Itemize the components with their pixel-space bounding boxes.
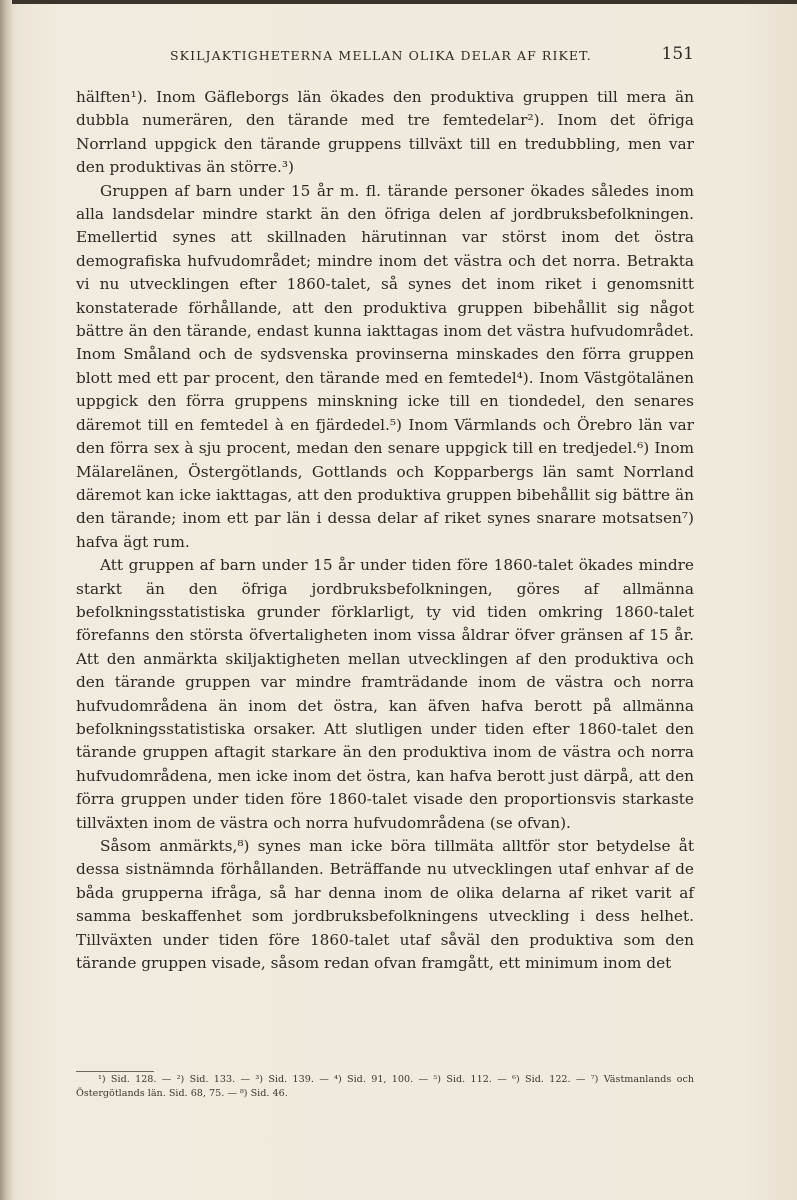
running-title: SKILJAKTIGHETERNA MELLAN OLIKA DELAR AF RIKET. [170,48,592,63]
footnote-divider [76,1071,154,1072]
paragraph: Att gruppen af barn under 15 år under tiden före 1860-talet ökades mindre starkt än den öfriga jordbruksbefolkningen, göres af allmänna befolkningsstatistiska grunder förklarligt, ty vid tiden omkring 1860-talet förefanns den största öfvertaligheten inom vissa åldrar öfver gränsen af 15 år. Att den anmärkta skiljaktigheten mellan utvecklingen af den produktiva och den tärande gruppen var mindre framträdande inom de västra och norra hufvudområdena än inom det östra, kan äfven hafva berott på allmänna befolkningsstatistiska orsaker. Att slutligen under tiden efter 1860-talet den tärande gruppen aftagit starkare än den produktiva inom de västra och norra hufvudområdena, men icke inom det östra, kan hafva berott just därpå, att den förra gruppen under tiden före 1860-talet visade den proportionsvis starkaste tillväxten inom de västra och norra hufvudområdena (se ofvan). [76,556,694,832]
paragraph: Såsom anmärkts,⁸) synes man icke böra tillmäta alltför stor betydelse åt dessa sistnämnda förhållanden. Beträffande nu utvecklingen utaf enhvar af de båda grupperna ifråga, så har denna inom de olika delarna af riket varit af samma beskaffenhet som jordbruksbefolkningens utveckling i dess helhet. Tillväxten under tiden före 1860-talet utaf såväl den produktiva som den tärande gruppen visade, såsom redan ofvan framgått, ett minimum inom det [76,837,694,973]
footnotes [76,1073,694,1100]
footnote-text: ¹) Sid. 128. — ²) Sid. 133. — ³) Sid. 139. — ⁴) Sid. 91, 100. — ⁵) Sid. 112. — ⁶) Sid. 122. — ⁷) Västmanlands och Östergötlands län. Sid. 68, 75. — ⁸) Sid. 46. [76,1074,694,1099]
paragraph: Gruppen af barn under 15 år m. fl. tärande personer ökades således inom alla landsdelar mindre starkt än den öfriga delen af jordbruksbefolkningen. Emellertid synes att skillnaden härutinnan var störst inom det östra demografiska hufvudområdet; mindre inom det västra och det norra. Betrakta vi nu utvecklingen efter 1860-talet, så synes det inom riket i genomsnitt konstaterade förhållande, att den produktiva gruppen bibehållit sig något bättre än den tärande, endast kunna iakttagas inom det västra hufvudområdet. Inom Småland och de sydsvenska provinserna minskades den förra gruppen blott med ett par procent, den tärande med en femtedel⁴). Inom Västgötalänen uppgick den förra gruppens minskning icke till en tiondedel, den senares däremot till en femtedel à en fjärdedel.⁵) Inom Värmlands och Örebro län var den förra sex à sju procent, medan den senare uppgick till en tredjedel.⁶) Inom Mälarelänen, Östergötlands, Gottlands och Kopparbergs län samt Norrland däremot kan icke iakttagas, att den produktiva gruppen bibehållit sig bättre än den tärande; inom ett par län i dessa delar af riket synes snarare motsatsen⁷) hafva ägt rum. [76,181,694,551]
page-header [76,44,694,68]
book-spine-shadow [0,0,12,1200]
page-number: 151 [661,44,694,64]
paragraph-continuation: hälften¹). Inom Gäfleborgs län ökades den produktiva gruppen till mera än dubbla numerären, den tärande med tre femtedelar²). Inom det öfriga Norrland uppgick den tärande gruppens tillväxt till en tredubbling, men var den produktivas än större.³) [76,88,694,177]
page-top-edge [0,0,797,4]
body-text [76,86,694,975]
